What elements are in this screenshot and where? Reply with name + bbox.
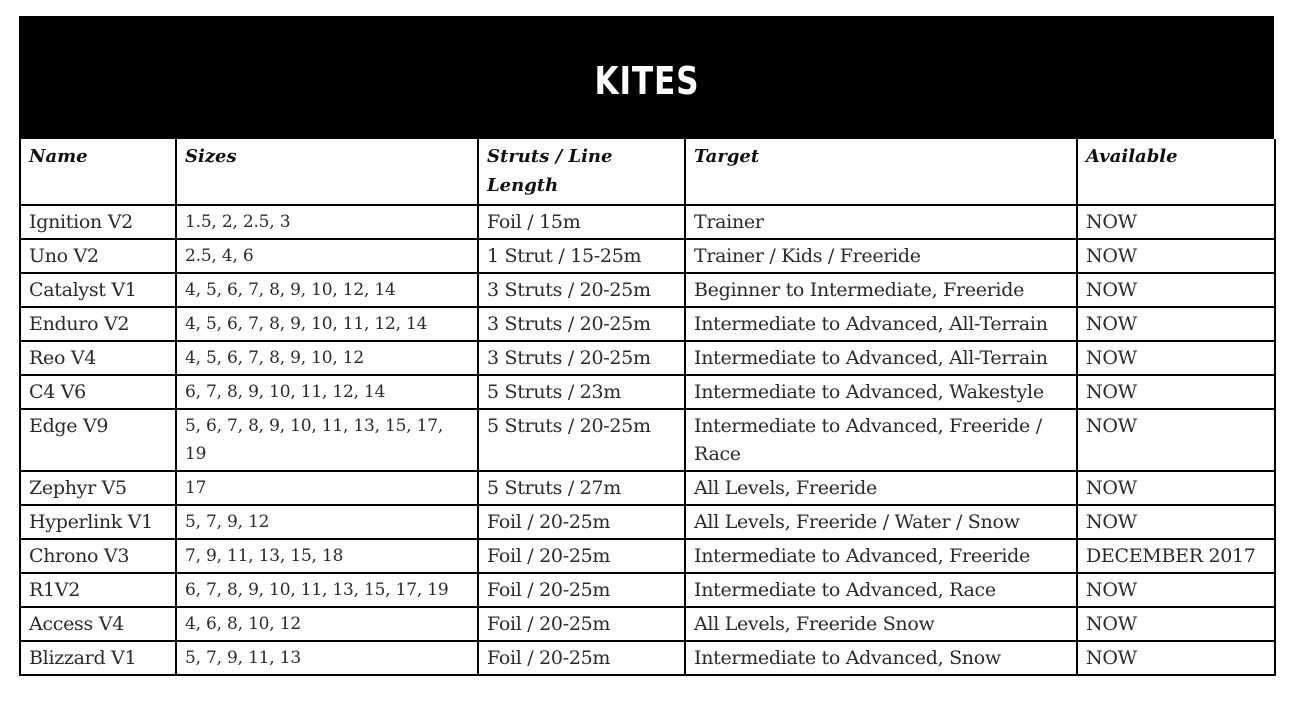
cell-struts: 1 Strut / 15-25m xyxy=(478,239,685,273)
table-header xyxy=(20,139,1275,205)
cell-name: Chrono V3 xyxy=(20,539,176,573)
cell-name: Ignition V2 xyxy=(20,205,176,239)
cell-sizes: 6, 7, 8, 9, 10, 11, 12, 14 xyxy=(176,375,478,409)
cell-available: NOW xyxy=(1077,273,1275,307)
cell-available: NOW xyxy=(1077,341,1275,375)
cell-available: NOW xyxy=(1077,505,1275,539)
cell-name: Uno V2 xyxy=(20,239,176,273)
cell-target: All Levels, Freeride Snow xyxy=(685,607,1077,641)
cell-available: NOW xyxy=(1077,607,1275,641)
cell-target: Intermediate to Advanced, Freeride / Race xyxy=(685,409,1077,471)
cell-name: Catalyst V1 xyxy=(20,273,176,307)
table-row xyxy=(20,539,1275,573)
column-header-struts: Struts / Line Length xyxy=(478,139,685,205)
cell-struts: Foil / 20-25m xyxy=(478,641,685,675)
cell-available: NOW xyxy=(1077,307,1275,341)
table-row xyxy=(20,641,1275,675)
table-body xyxy=(20,205,1275,675)
table-row xyxy=(20,409,1275,471)
table-row xyxy=(20,607,1275,641)
cell-name: Access V4 xyxy=(20,607,176,641)
cell-struts: 3 Struts / 20-25m xyxy=(478,307,685,341)
cell-available: NOW xyxy=(1077,409,1275,471)
column-header-sizes: Sizes xyxy=(176,139,478,205)
cell-struts: 3 Struts / 20-25m xyxy=(478,341,685,375)
cell-sizes: 4, 5, 6, 7, 8, 9, 10, 12 xyxy=(176,341,478,375)
kites-spec-sheet xyxy=(19,16,1274,676)
cell-name: Zephyr V5 xyxy=(20,471,176,505)
cell-available: NOW xyxy=(1077,239,1275,273)
cell-available: NOW xyxy=(1077,573,1275,607)
cell-sizes: 5, 6, 7, 8, 9, 10, 11, 13, 15, 17, 19 xyxy=(176,409,478,471)
cell-sizes: 7, 9, 11, 13, 15, 18 xyxy=(176,539,478,573)
cell-target: All Levels, Freeride / Water / Snow xyxy=(685,505,1077,539)
page-title: KITES xyxy=(594,58,699,103)
kites-table xyxy=(19,139,1276,676)
cell-sizes: 4, 6, 8, 10, 12 xyxy=(176,607,478,641)
cell-struts: Foil / 20-25m xyxy=(478,607,685,641)
cell-target: Intermediate to Advanced, Freeride xyxy=(685,539,1077,573)
table-row xyxy=(20,505,1275,539)
cell-target: All Levels, Freeride xyxy=(685,471,1077,505)
cell-target: Intermediate to Advanced, Wakestyle xyxy=(685,375,1077,409)
cell-sizes: 4, 5, 6, 7, 8, 9, 10, 11, 12, 14 xyxy=(176,307,478,341)
cell-sizes: 6, 7, 8, 9, 10, 11, 13, 15, 17, 19 xyxy=(176,573,478,607)
cell-sizes: 5, 7, 9, 12 xyxy=(176,505,478,539)
cell-sizes: 5, 7, 9, 11, 13 xyxy=(176,641,478,675)
cell-struts: Foil / 15m xyxy=(478,205,685,239)
cell-struts: 5 Struts / 27m xyxy=(478,471,685,505)
cell-target: Intermediate to Advanced, All-Terrain xyxy=(685,307,1077,341)
cell-name: Hyperlink V1 xyxy=(20,505,176,539)
header-row xyxy=(20,139,1275,205)
cell-name: Blizzard V1 xyxy=(20,641,176,675)
table-row xyxy=(20,341,1275,375)
cell-name: Reo V4 xyxy=(20,341,176,375)
cell-struts: Foil / 20-25m xyxy=(478,505,685,539)
cell-name: C4 V6 xyxy=(20,375,176,409)
column-header-name: Name xyxy=(20,139,176,205)
cell-available: NOW xyxy=(1077,641,1275,675)
cell-available: NOW xyxy=(1077,375,1275,409)
table-row xyxy=(20,273,1275,307)
cell-name: R1V2 xyxy=(20,573,176,607)
cell-struts: 5 Struts / 23m xyxy=(478,375,685,409)
table-row xyxy=(20,307,1275,341)
cell-name: Edge V9 xyxy=(20,409,176,471)
table-row xyxy=(20,375,1275,409)
table-row xyxy=(20,239,1275,273)
column-header-target: Target xyxy=(685,139,1077,205)
cell-available: DECEMBER 2017 xyxy=(1077,539,1275,573)
cell-sizes: 2.5, 4, 6 xyxy=(176,239,478,273)
cell-struts: 5 Struts / 20-25m xyxy=(478,409,685,471)
cell-target: Beginner to Intermediate, Freeride xyxy=(685,273,1077,307)
cell-available: NOW xyxy=(1077,205,1275,239)
table-row xyxy=(20,573,1275,607)
cell-target: Intermediate to Advanced, Snow xyxy=(685,641,1077,675)
cell-target: Trainer / Kids / Freeride xyxy=(685,239,1077,273)
cell-name: Enduro V2 xyxy=(20,307,176,341)
cell-struts: 3 Struts / 20-25m xyxy=(478,273,685,307)
cell-target: Intermediate to Advanced, All-Terrain xyxy=(685,341,1077,375)
cell-struts: Foil / 20-25m xyxy=(478,539,685,573)
cell-available: NOW xyxy=(1077,471,1275,505)
cell-sizes: 4, 5, 6, 7, 8, 9, 10, 12, 14 xyxy=(176,273,478,307)
cell-target: Trainer xyxy=(685,205,1077,239)
column-header-available: Available xyxy=(1077,139,1275,205)
table-row xyxy=(20,471,1275,505)
title-banner xyxy=(19,16,1274,139)
cell-sizes: 17 xyxy=(176,471,478,505)
table-row xyxy=(20,205,1275,239)
cell-sizes: 1.5, 2, 2.5, 3 xyxy=(176,205,478,239)
cell-struts: Foil / 20-25m xyxy=(478,573,685,607)
cell-target: Intermediate to Advanced, Race xyxy=(685,573,1077,607)
